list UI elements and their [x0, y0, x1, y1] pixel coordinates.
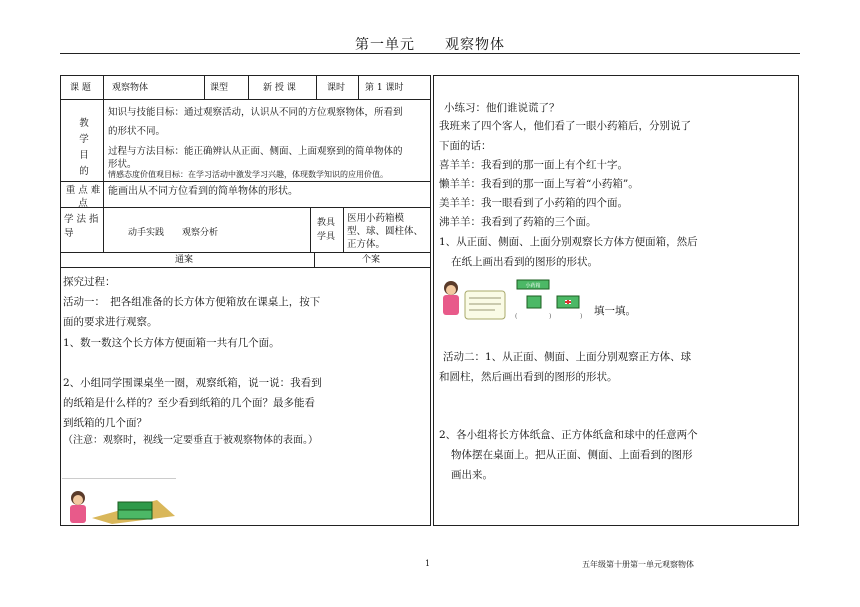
side-view-rect: [527, 296, 541, 308]
key-points-label-line: 点: [78, 198, 88, 209]
exploration-heading: 探究过程：: [63, 276, 116, 288]
left-col-divider: [358, 75, 359, 99]
observation-note: （注意：观察时，视线一定要垂直于被观察物体的表面。）: [63, 435, 318, 446]
objectives-label-char: 教: [79, 118, 89, 129]
question-two: 2、小组同学围课桌坐一圈，观察纸箱，说一说：我看到: [63, 377, 322, 389]
left-col-divider: [103, 75, 104, 252]
left-row-divider: [60, 181, 431, 182]
aids-line: 医用小药箱模: [347, 213, 405, 224]
key-points-label: [65, 184, 101, 210]
task-one-cont: 在纸上画出看到的图形的形状。: [451, 256, 598, 268]
task-one: 1、从正面、侧面、上面分别观察长方体方便面箱，然后: [439, 236, 698, 248]
aids-line: 正方体。: [347, 239, 386, 250]
left-col-divider: [204, 75, 205, 99]
activity-two-cont: 和圆柱，然后画出看到的图形的形状。: [439, 371, 618, 383]
activity-one-line: 活动一： 把各组准备的长方体方便箱放在课桌上，按下: [63, 296, 321, 308]
girl-face: [446, 285, 456, 295]
question-two-cont: 到纸箱的几个面？: [63, 417, 147, 429]
header-rule: [60, 53, 800, 54]
statement-meiyangyang: 美羊羊：我一眼看到了小药箱的四个面。: [439, 197, 628, 209]
fill-in-prompt: 填一填。: [594, 305, 636, 317]
bracket-open: (: [515, 313, 518, 320]
objective-attitude: 情感态度价值观目标：在学习活动中激发学习兴趣，体现数学知识的应用价值。: [108, 170, 388, 179]
left-row-divider: [60, 252, 431, 253]
topic-value: 观察物体: [112, 83, 149, 93]
objective-knowledge-cont: 的形状不同。: [108, 126, 166, 137]
page-header-title: 第一单元 观察物体: [355, 37, 505, 53]
key-points-text: 能画出从不同方位看到的简单物体的形状。: [108, 186, 298, 197]
observe-box-illustration: [439, 278, 589, 322]
statement-lanyangyang: 懒羊羊：我看到的那一面上写着“小药箱”。: [439, 178, 639, 190]
objectives-label-char: 的: [79, 166, 89, 177]
page-number: 1: [425, 559, 431, 568]
label-lesson-type: 课型: [210, 83, 229, 93]
girl-dress: [70, 505, 86, 523]
task-two-cont: 物体摆在桌面上。把从正面、侧面、上面看到的图形: [451, 449, 693, 461]
period-value: 第 1 课时: [365, 83, 404, 93]
left-row-divider: [60, 207, 431, 208]
label-topic: 课 题: [70, 83, 91, 93]
statement-xiyangyang: 喜羊羊：我看到的那一面上有个红十字。: [439, 159, 628, 171]
statement-feiyangyang: 沸羊羊：我看到了药箱的三个面。: [439, 216, 597, 228]
question-two-cont: 的纸箱是什么样的？至少看到纸箱的几个面？最多能看: [63, 397, 315, 409]
red-cross-h: [565, 301, 571, 303]
left-col-divider: [314, 252, 315, 267]
aids-line: 型、球、圆柱体、: [347, 226, 424, 237]
objective-process-cont: 形状。: [108, 159, 137, 170]
practice-title: 小练习：他们谁说谎了？: [444, 102, 560, 114]
objective-knowledge: 知识与技能目标：通过观察活动，认识从不同的方位观察物体，所看到: [108, 107, 403, 118]
left-col-divider: [343, 207, 344, 252]
box-label: 小药箱: [525, 283, 541, 289]
girl-face: [73, 495, 83, 505]
book-label: 五年级第十册第一单元观察物体: [582, 560, 694, 569]
objectives-label-char: 学: [79, 134, 89, 145]
left-row-divider: [60, 267, 431, 268]
common-plan-header: 通案: [175, 255, 194, 265]
box-front: [118, 510, 152, 519]
methods-text: 动手实践 观察分析: [128, 228, 219, 238]
girl-dress: [443, 295, 459, 315]
task-two-cont: 画出来。: [451, 469, 493, 481]
left-col-divider: [316, 75, 317, 99]
aids-label-line: 教具: [317, 218, 336, 228]
left-row-divider: [60, 99, 431, 100]
aids-list: [347, 212, 423, 251]
aids-label-line: 学具: [317, 232, 336, 242]
lesson-type-value: 新 授 课: [263, 83, 296, 93]
methods-label: [64, 213, 99, 241]
methods-label-line: 导: [64, 228, 74, 239]
task-two: 2、各小组将长方体纸盒、正方体纸盒和球中的任意两个: [439, 429, 698, 441]
left-col-divider: [248, 75, 249, 99]
left-col-divider: [310, 207, 311, 252]
bracket-close: ): [549, 313, 552, 320]
methods-label-line: 学 法 指: [64, 214, 99, 225]
aids-label: [317, 216, 335, 244]
key-points-label-line: 重 点 难: [65, 185, 101, 196]
objectives-label: [77, 116, 91, 180]
activity-one-line: 面的要求进行观察。: [63, 316, 158, 328]
practice-line: 我班来了四个客人，他们看了一眼小药箱后，分别说了: [439, 120, 691, 132]
label-period: 课时: [327, 83, 346, 93]
bracket-close: ): [580, 313, 583, 320]
girl-with-box-illustration: [62, 488, 177, 524]
objectives-label-char: 目: [79, 150, 89, 161]
question-one: 1、数一数这个长方体方便面箱一共有几个面。: [63, 337, 280, 349]
separator-line: [62, 478, 176, 479]
practice-line: 下面的话：: [439, 140, 492, 152]
speech-bubble: [465, 291, 505, 319]
individual-plan-header: 个案: [362, 255, 381, 265]
objective-process: 过程与方法目标：能正确辨认从正面、侧面、上面观察到的简单物体的: [108, 146, 403, 157]
activity-two: 活动二：1、从正面、侧面、上面分别观察正方体、球: [443, 351, 692, 363]
